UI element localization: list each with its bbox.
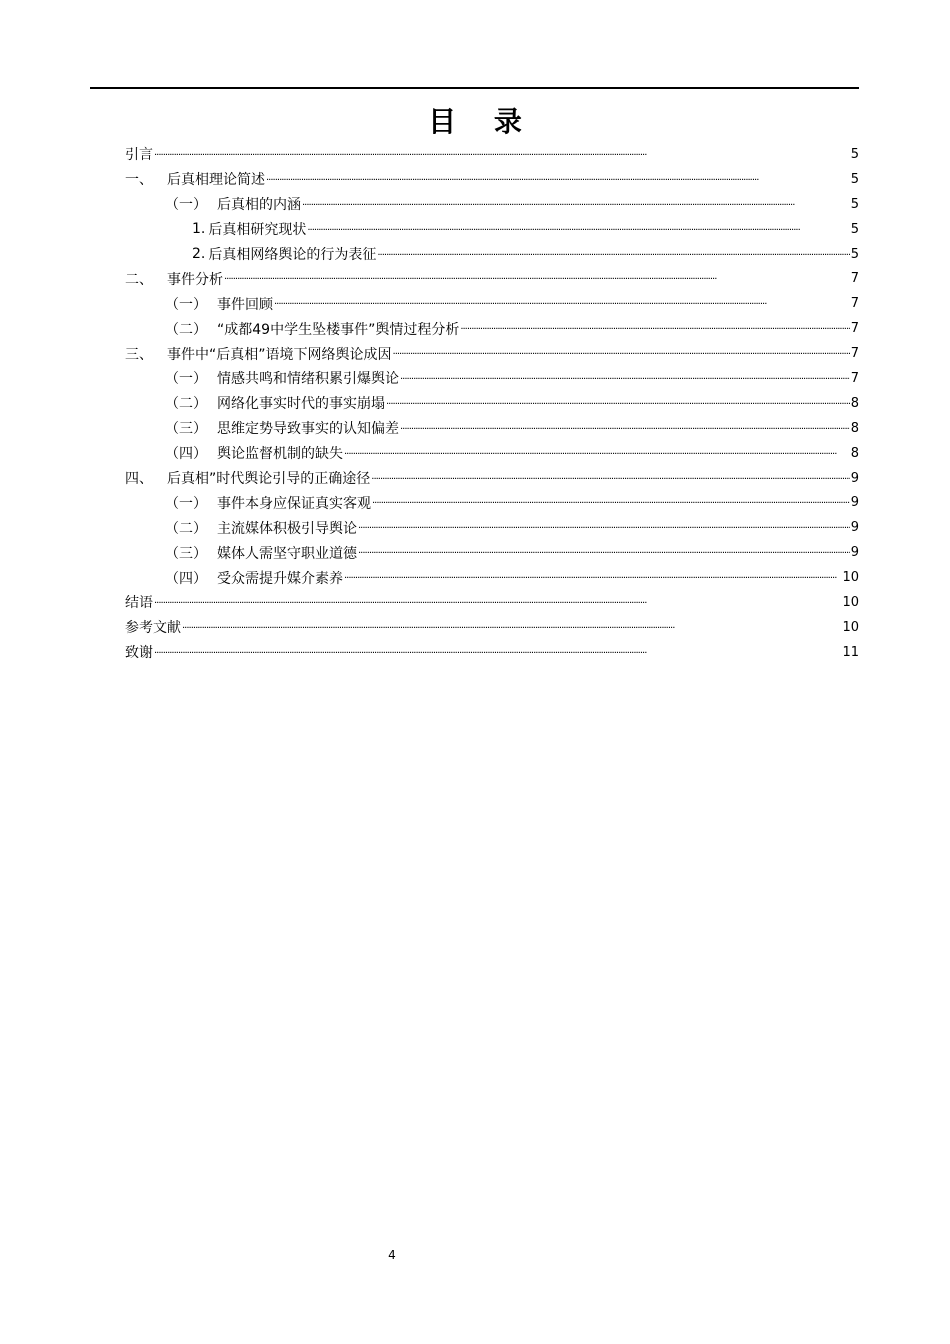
toc-leader-dots [386, 397, 850, 410]
toc-entry[interactable] [125, 490, 859, 515]
toc-leader-dots [372, 496, 850, 509]
page-number: 4 [388, 1248, 396, 1262]
toc-entry-number: （二） [165, 321, 207, 338]
toc-entry-number: （一） [165, 296, 207, 313]
table-of-contents [125, 142, 859, 665]
toc-leader-dots [377, 248, 849, 261]
toc-page-number: 10 [842, 594, 859, 610]
toc-entry[interactable] [125, 242, 859, 267]
toc-entry[interactable] [125, 540, 859, 565]
toc-page-number: 9 [850, 470, 859, 486]
toc-page-number: 5 [850, 196, 859, 212]
toc-page-number: 8 [850, 420, 859, 436]
toc-entry-text: 事件中“后真相”语境下网络舆论成因 [167, 346, 392, 363]
toc-entry-text: 后真相理论简述 [167, 172, 265, 189]
toc-page-number: 5 [850, 221, 859, 237]
toc-entry-text: 情感共鸣和情绪积累引爆舆论 [217, 371, 399, 388]
toc-entry[interactable] [125, 266, 859, 291]
toc-entry[interactable] [125, 391, 859, 416]
toc-entry[interactable] [125, 441, 859, 466]
toc-entry[interactable] [125, 192, 859, 217]
toc-entry-text: 事件本身应保证真实客观 [217, 495, 371, 512]
toc-entry[interactable] [125, 640, 859, 665]
toc-page-number: 11 [842, 644, 859, 660]
toc-entry-text: 引言 [125, 147, 153, 164]
toc-entry-text: 后真相网络舆论的行为表征 [208, 247, 377, 263]
toc-entry[interactable] [125, 466, 859, 491]
toc-entry[interactable] [125, 366, 859, 391]
toc-leader-dots [154, 148, 850, 161]
toc-entry-text: 事件分析 [167, 271, 223, 288]
toc-entry-text: 后真相”时代舆论引导的正确途径 [167, 471, 371, 488]
toc-leader-dots [371, 472, 849, 485]
toc-page-number: 5 [850, 146, 859, 162]
toc-entry-text: 舆论监督机制的缺失 [217, 446, 343, 463]
toc-leader-dots [358, 546, 850, 559]
toc-entry-number: 四、 [125, 471, 153, 488]
header-rule [90, 87, 859, 89]
toc-page-number: 5 [850, 246, 859, 262]
toc-entry-number: （三） [165, 545, 207, 562]
toc-page-number: 7 [850, 370, 859, 386]
toc-leader-dots [302, 198, 850, 211]
toc-page-number: 5 [850, 171, 859, 187]
toc-entry[interactable] [125, 590, 859, 615]
toc-entry[interactable] [125, 615, 859, 640]
toc-entry-text: 主流媒体积极引导舆论 [217, 520, 357, 537]
toc-entry-text: 受众需提升媒介素养 [217, 570, 343, 587]
toc-entry-number: （四） [165, 446, 207, 463]
toc-entry-text: 后真相研究现状 [208, 222, 307, 239]
toc-entry[interactable] [125, 142, 859, 167]
toc-entry[interactable] [125, 416, 859, 441]
toc-leader-dots [400, 422, 850, 435]
toc-page-number: 10 [842, 619, 859, 635]
toc-entry[interactable] [125, 341, 859, 366]
toc-leader-dots [460, 322, 849, 335]
toc-entry-number: （二） [165, 396, 207, 413]
toc-entry[interactable] [125, 565, 859, 590]
toc-entry-number: 一、 [125, 172, 153, 189]
toc-page-number: 9 [850, 520, 859, 536]
toc-entry[interactable] [125, 291, 859, 316]
toc-entry-text: 结语 [125, 595, 153, 612]
toc-entry-number: （三） [165, 421, 207, 438]
toc-entry-number: 三、 [125, 346, 153, 363]
toc-entry-text: 媒体人需坚守职业道德 [217, 545, 357, 562]
toc-entry-number: （一） [165, 371, 207, 388]
toc-leader-dots [400, 372, 850, 385]
toc-leader-dots [154, 596, 841, 609]
toc-leader-dots [307, 223, 849, 236]
toc-page-number: 9 [850, 495, 859, 511]
toc-leader-dots [182, 621, 841, 634]
toc-leader-dots [358, 521, 850, 534]
toc-page-number: 7 [850, 271, 859, 287]
toc-entry-number: （一） [165, 495, 207, 512]
toc-leader-dots [344, 447, 850, 460]
toc-entry-number: 1. [192, 221, 206, 238]
toc-entry-text: 思维定势导致事实的认知偏差 [217, 421, 399, 438]
toc-leader-dots [224, 272, 850, 285]
toc-entry-text: 参考文献 [125, 620, 181, 637]
toc-entry-text: 网络化事实时代的事实崩塌 [217, 396, 385, 413]
toc-page-number: 7 [850, 296, 859, 312]
toc-page-number: 8 [850, 395, 859, 411]
toc-entry[interactable] [125, 515, 859, 540]
toc-entry-number: （四） [165, 570, 207, 587]
toc-entry[interactable] [125, 316, 859, 341]
toc-entry[interactable] [125, 217, 859, 242]
toc-entry-number: 二、 [125, 271, 153, 288]
toc-page-number: 7 [850, 346, 859, 362]
toc-leader-dots [274, 297, 850, 310]
toc-entry-text: “成都49中学生坠楼事件”舆情过程分析 [217, 321, 460, 338]
toc-entry-text: 事件回顾 [217, 296, 273, 313]
toc-entry-number: （一） [165, 197, 207, 214]
toc-leader-dots [344, 571, 841, 584]
toc-page-number: 10 [842, 570, 859, 586]
page-title: 目 录 [428, 105, 536, 138]
toc-page-number: 7 [850, 321, 859, 337]
toc-entry-text: 后真相的内涵 [217, 197, 301, 214]
toc-page-number: 9 [850, 545, 859, 561]
toc-entry[interactable] [125, 167, 859, 192]
toc-leader-dots [393, 347, 850, 360]
toc-leader-dots [154, 646, 841, 659]
toc-page-number: 8 [850, 445, 859, 461]
toc-entry-text: 致谢 [125, 645, 153, 662]
toc-entry-number: （二） [165, 520, 207, 537]
toc-leader-dots [266, 173, 850, 186]
toc-entry-number: 2. [192, 246, 206, 262]
